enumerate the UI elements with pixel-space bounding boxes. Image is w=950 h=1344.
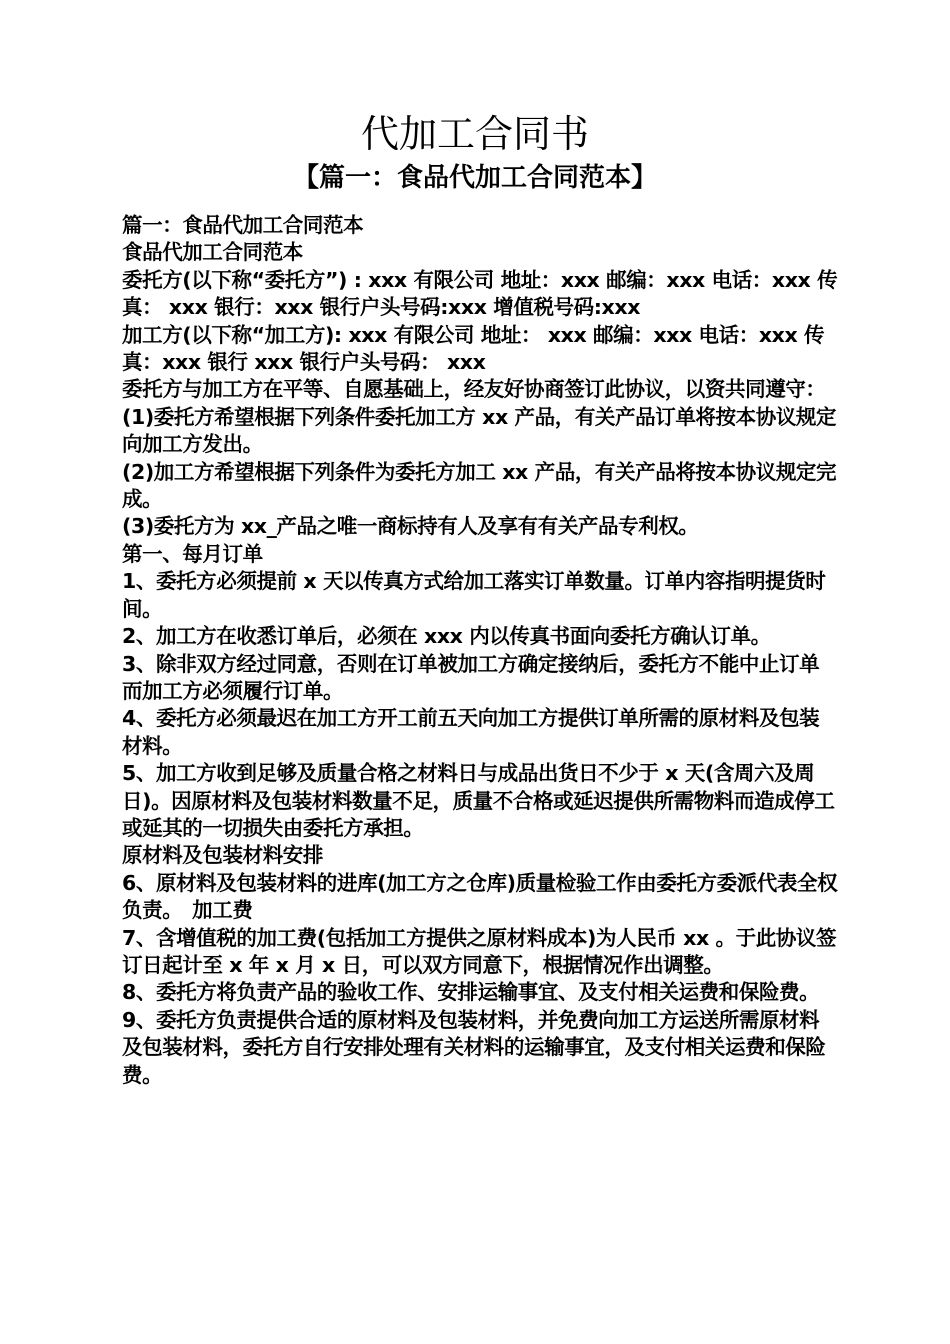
party-b-info: 加工方(以下称“加工方): xxx 有限公司 地址： xxx 邮编：xxx 电话：xxx 传真：xxx 银行 xxx 银行户头号码： xxx: [122, 322, 825, 375]
clause-paragraph: 4、委托方必须最迟在加工方开工前五天向加工方提供订单所需的原材料及包装材料。: [122, 706, 820, 758]
clause-paragraph: (2)加工方希望根据下列条件为委托方加工 xx 产品，有关产品将按本协议规定完成。: [122, 459, 837, 512]
clause-paragraph: 8、委托方将负责产品的验收工作、安排运输事宜、及支付相关运费和保险费。: [122, 980, 820, 1005]
clause-paragraph: 7、含增值税的加工费(包括加工方提供之原材料成本)为人民币 xx 。于此协议签订日起计至 x 年 x 月 x 日，可以双方同意下，根据情况作出调整。: [122, 925, 837, 977]
section-heading: 篇一：食品代加工合同范本: [122, 213, 364, 237]
section-heading: 原材料及包装材料安排: [122, 843, 323, 868]
section-heading: 第一、每月订单: [122, 541, 263, 566]
preamble: 委托方与加工方在平等、自愿基础上，经友好协商签订此协议，以资共同遵守：: [122, 377, 826, 402]
document-body: [116, 212, 838, 1089]
clause-paragraph: 1、委托方必须提前 x 天以传真方式给加工落实订单数量。订单内容指明提货时间。: [122, 569, 826, 621]
clause-paragraph: 9、委托方负责提供合适的原材料及包装材料，并免费向加工方运送所需原材料及包装材料，委托方自行安排处理有关材料的运输事宜，及支付相关运费和保险费。: [122, 1007, 826, 1087]
clause-paragraph: (3)委托方为 xx_产品之唯一商标持有人及享有有关产品专利权。: [122, 514, 699, 539]
document-subtitle: 【篇一：食品代加工合同范本】: [292, 163, 657, 193]
clause-paragraph: 6、原材料及包装材料的进库(加工方之仓库)质量检验工作由委托方委派代表全权负责。 加工费: [122, 870, 838, 923]
document-title: 代加工合同书: [360, 112, 589, 156]
clause-paragraph: 5、加工方收到足够及质量合格之材料日与成品出货日不少于 x 天(含周六及周日)。因原材料及包装材料数量不足，质量不合格或延迟提供所需物料而造成停工或延其的一切损失由委托方承担。: [122, 761, 835, 840]
party-a-info: 委托方(以下称“委托方”) : xxx 有限公司 地址：xxx 邮编：xxx 电话：xxx 传真： xxx 银行：xxx 银行户头号码:xxx 增值税号码:xxx: [122, 267, 838, 320]
clause-paragraph: 3、除非双方经过同意，否则在订单被加工方确定接纳后，委托方不能中止订单而加工方必须履行订单。: [122, 651, 820, 703]
clause-paragraph: (1)委托方希望根据下列条件委托加工方 xx 产品，有关产品订单将按本协议规定向加工方发出。: [122, 404, 837, 457]
clause-paragraph: 2、加工方在收悉订单后，必须在 xxx 内以传真书面向委托方确认订单。: [122, 624, 771, 649]
contract-heading: 食品代加工合同范本: [122, 240, 303, 265]
